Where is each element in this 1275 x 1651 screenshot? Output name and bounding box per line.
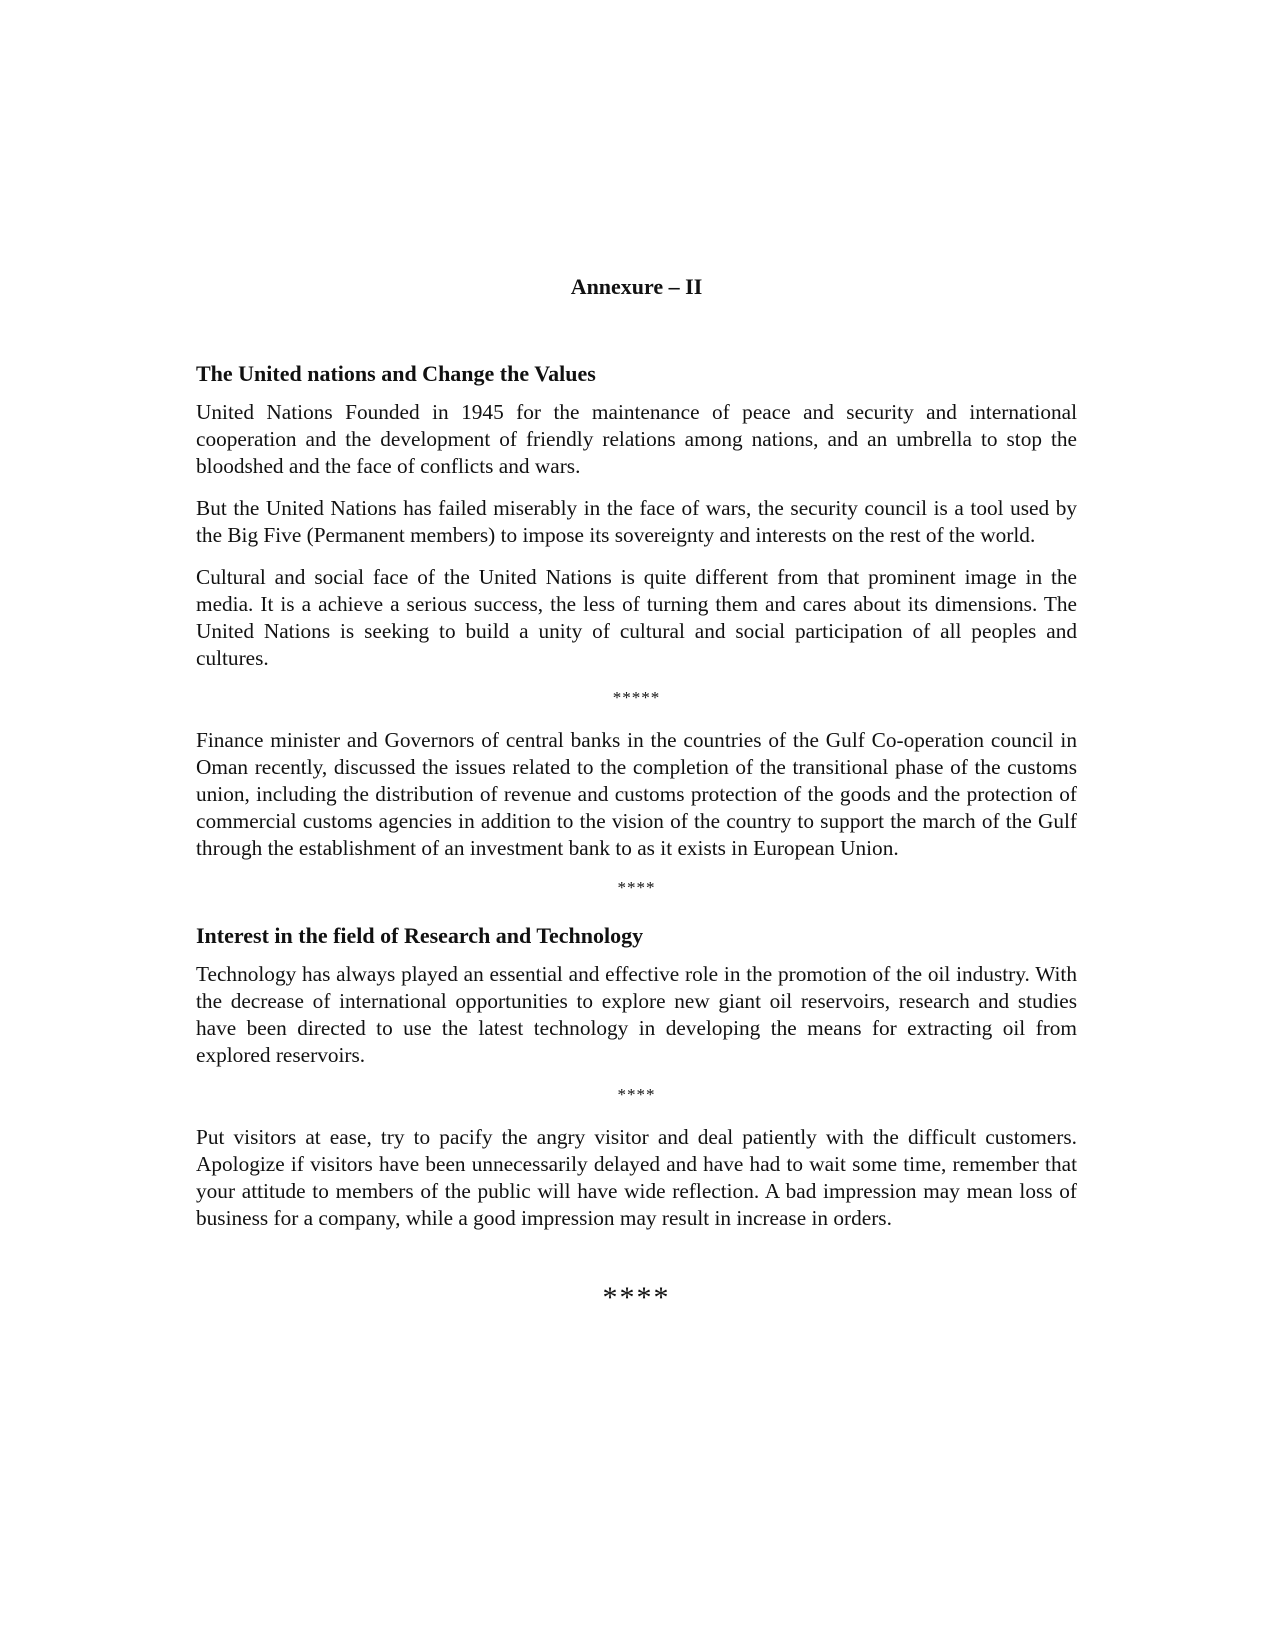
paragraph-un-cultural: Cultural and social face of the United Nations is quite different from that prominent image in the media. It is a achieve a serious success, the less of turning them and cares about its dimensions. The United Nations is seeking to build a unity of cultural and social participation of all peoples and cultures. xyxy=(196,565,1077,670)
separator-2: **** xyxy=(617,878,656,897)
final-separator: **** xyxy=(602,1281,671,1314)
separator-1: ***** xyxy=(612,688,661,707)
document-body xyxy=(196,272,1077,1316)
separator-3: **** xyxy=(617,1085,656,1104)
paragraph-un-founding: United Nations Founded in 1945 for the maintenance of peace and security and international cooperation and the development of friendly relations among nations, and an umbrella to stop the bloodshed and the face of conflicts and wars. xyxy=(196,400,1077,478)
paragraph-un-failure: But the United Nations has failed miserably in the face of wars, the security council is a tool used by the Big Five (Permanent members) to impose its sovereignty and interests on the rest of the world. xyxy=(196,496,1077,547)
paragraph-oil-technology: Technology has always played an essential and effective role in the promotion of the oil industry. With the decrease of international opportunities to explore new giant oil reservoirs, research and studies have been directed to use the latest technology in developing the means for extracting oil from explored reservoirs. xyxy=(196,962,1077,1067)
section-heading-research-technology: Interest in the field of Research and Technology xyxy=(196,923,644,948)
paragraph-gulf-customs: Finance minister and Governors of central banks in the countries of the Gulf Co-operation council in Oman recently, discussed the issues related to the completion of the transitional phase of the customs union, including the distribution of revenue and customs protection of the goods and the protection of commercial customs agencies in addition to the vision of the country to support the march of the Gulf through the establishment of an investment bank to as it exists in European Union. xyxy=(196,728,1077,860)
annexure-title: Annexure – II xyxy=(570,274,703,299)
paragraph-visitors: Put visitors at ease, try to pacify the angry visitor and deal patiently with the difficult customers. Apologize if visitors have been unnecessarily delayed and have had to wait some time, remember that your attitude to members of the public will have wide reflection. A bad impression may mean loss of business for a company, while a good impression may result in increase in orders. xyxy=(196,1125,1077,1230)
section-heading-united-nations: The United nations and Change the Values xyxy=(196,361,596,386)
